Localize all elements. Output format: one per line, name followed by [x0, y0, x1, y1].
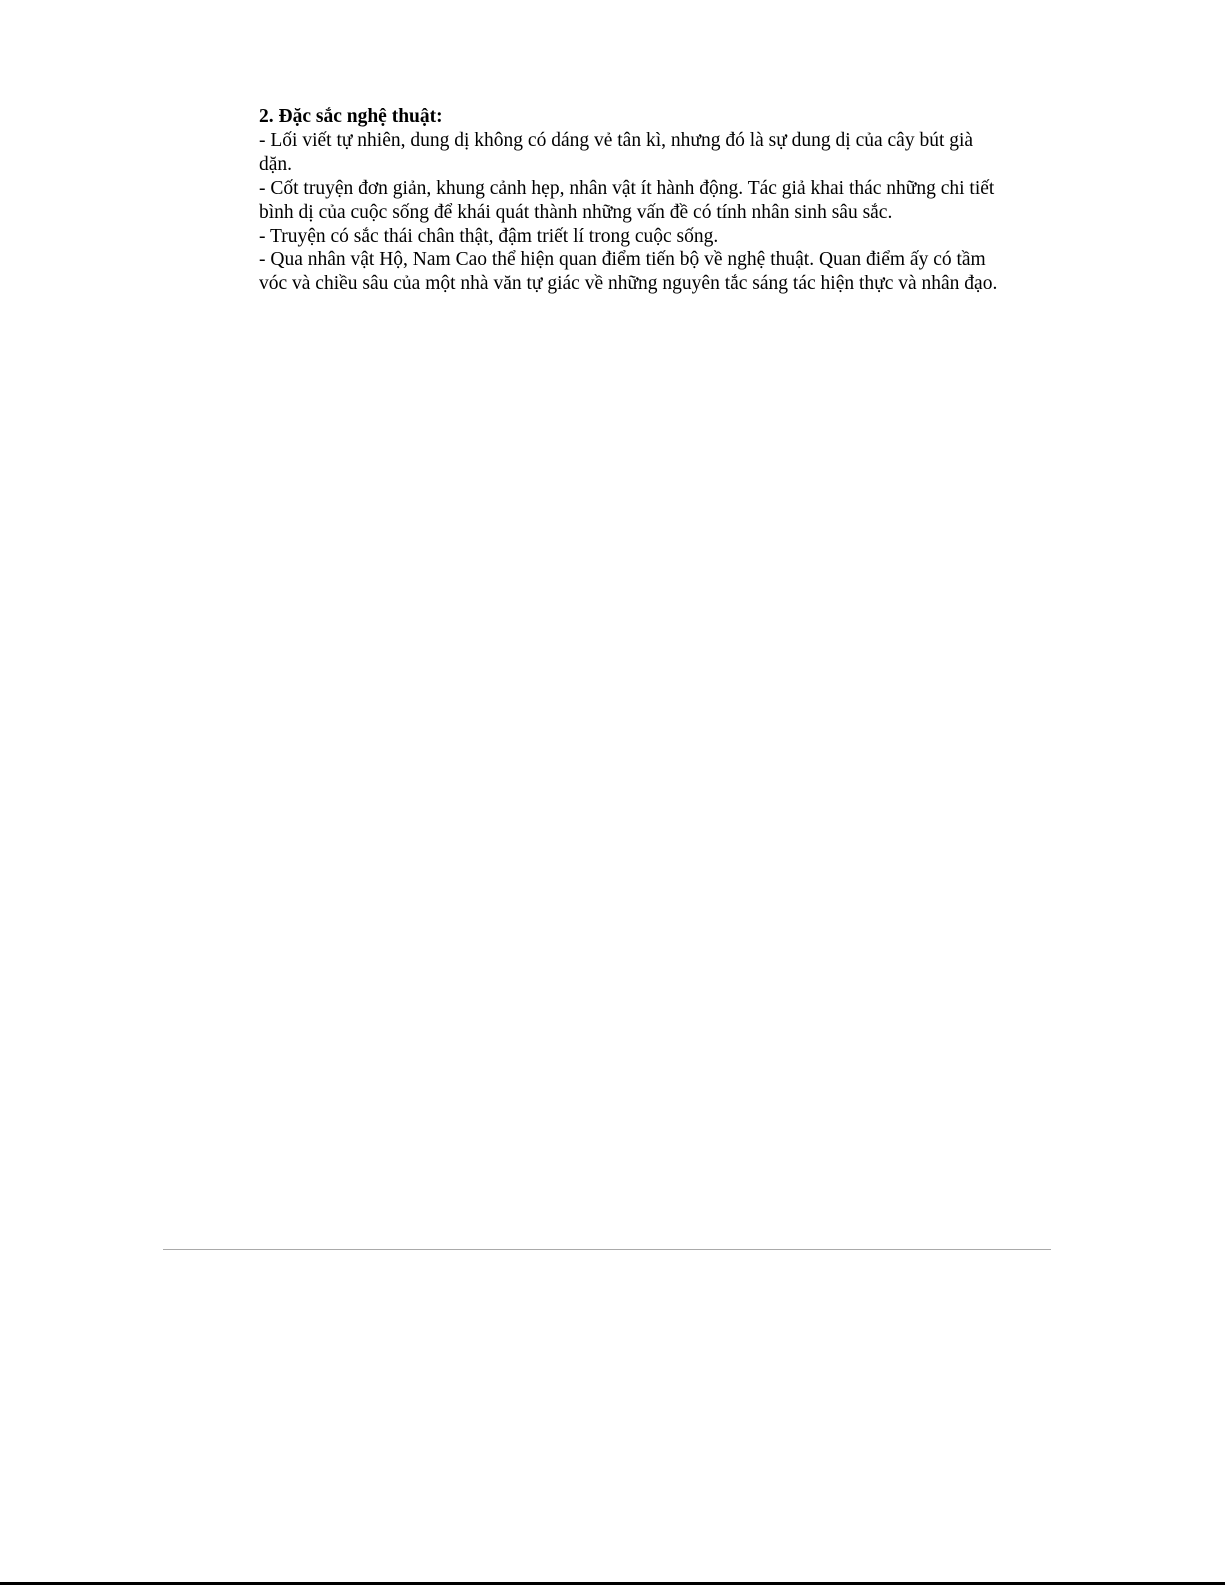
paragraph-tone: - Truyện có sắc thái chân thật, đậm triết lí trong cuộc sống.	[259, 225, 719, 247]
section-heading: 2. Đặc sắc nghệ thuật:	[259, 106, 443, 127]
document-body	[259, 105, 999, 296]
paragraph-writing-style: - Lối viết tự nhiên, dung dị không có dáng vẻ tân kì, nhưng đó là sự dung dị của cây bút già dặn.	[259, 129, 974, 175]
footer-divider	[163, 1249, 1051, 1250]
paragraph-viewpoint: - Qua nhân vật Hộ, Nam Cao thể hiện quan điểm tiến bộ về nghệ thuật. Quan điểm ấy có tầm vóc và chiều sâu của một nhà văn tự giác về những nguyên tắc sáng tác hiện thực và nhân đạo.	[259, 249, 998, 295]
paragraph-plot: - Cốt truyện đơn giản, khung cảnh hẹp, nhân vật ít hành động. Tác giả khai thác những chi tiết bình dị của cuộc sống để khái quát thành những vấn đề có tính nhân sinh sâu sắc.	[259, 177, 995, 223]
